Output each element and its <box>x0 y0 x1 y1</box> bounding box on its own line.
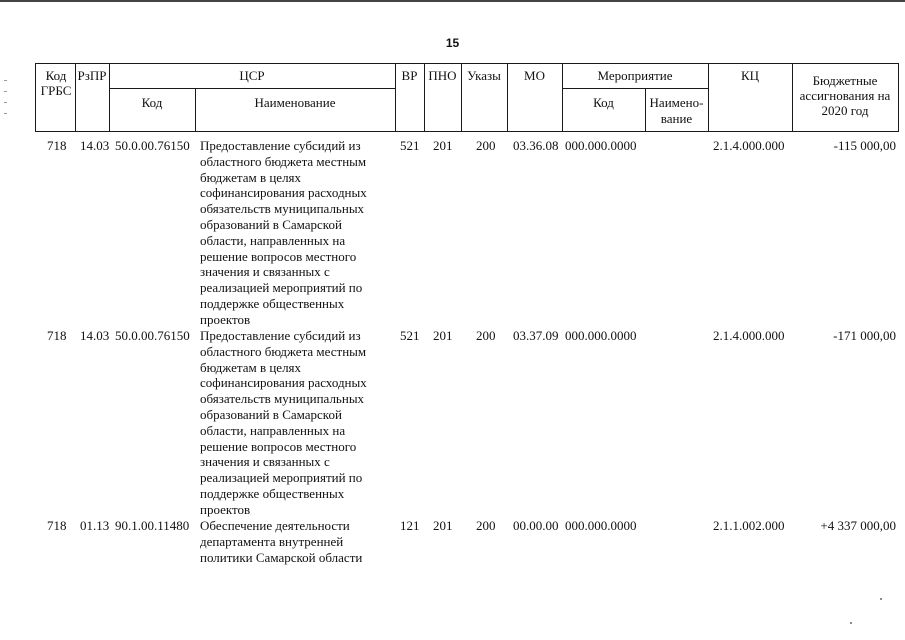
cell-amount: -171 000,00 <box>833 328 896 343</box>
cell-name: Обеспечение деятельности департамента внутренней политики Самарской области <box>200 518 363 565</box>
top-border <box>0 0 905 2</box>
cell-name: Предоставление субсидий из областного бюджета местным бюджетам в целях софинансирования расходных обязательств муниципальных образований в Самарской области, направленных на решение вопросов местного значения и связанных с реализацией мероприятий по поддержке общественных проектов <box>200 328 367 517</box>
cell-mo: 00.00.00 <box>513 518 559 533</box>
header-mo: МО <box>524 68 545 83</box>
cell-pno: 201 <box>433 328 453 343</box>
header-budget-3: 2020 год <box>821 103 869 118</box>
header-kc: КЦ <box>740 68 760 83</box>
cell-csr: 50.0.00.76150 <box>115 138 190 153</box>
header-budget-2: ассигнования на <box>799 88 891 103</box>
cell-vr: 521 <box>400 138 420 153</box>
cell-vr: 121 <box>400 518 420 533</box>
margin-marks <box>4 80 10 140</box>
cell-rzpr: 01.13 <box>80 518 110 533</box>
scan-speck <box>880 598 882 600</box>
cell-rzpr: 14.03 <box>80 138 110 153</box>
cell-mer-kod: 000.000.0000 <box>565 138 637 153</box>
header-pno: ПНО <box>428 68 457 83</box>
cell-kc: 2.1.1.002.000 <box>713 518 785 533</box>
header-meropriyatie: Мероприятие <box>597 68 673 83</box>
cell-csr: 50.0.00.76150 <box>115 328 190 343</box>
page-number: 15 <box>445 36 460 50</box>
cell-rzpr: 14.03 <box>80 328 110 343</box>
header-csr-kod: Код <box>141 95 163 110</box>
cell-vr: 521 <box>400 328 420 343</box>
cell-amount: +4 337 000,00 <box>820 518 896 533</box>
header-vr: ВР <box>401 68 418 83</box>
cell-mo: 03.37.09 <box>513 328 559 343</box>
cell-kc: 2.1.4.000.000 <box>713 138 785 153</box>
cell-mo: 03.36.08 <box>513 138 559 153</box>
header-csr-name: Наименование <box>254 95 336 110</box>
header-budget-1: Бюджетные <box>812 73 878 88</box>
header-mer-name-1: Наимено- <box>649 95 704 110</box>
cell-name: Предоставление субсидий из областного бюджета местным бюджетам в целях софинансирования расходных обязательств муниципальных образований в Самарской области, направленных на решение вопросов местного значения и связанных с реализацией мероприятий по поддержке общественных проектов <box>200 138 367 327</box>
scan-speck <box>850 622 852 624</box>
cell-mer-kod: 000.000.0000 <box>565 518 637 533</box>
cell-grbs: 718 <box>47 328 67 343</box>
cell-mer-kod: 000.000.0000 <box>565 328 637 343</box>
cell-pno: 201 <box>433 518 453 533</box>
cell-kc: 2.1.4.000.000 <box>713 328 785 343</box>
cell-ukazy: 200 <box>476 328 496 343</box>
header-mer-kod: Код <box>593 95 614 110</box>
header-csr: ЦСР <box>239 68 265 83</box>
cell-ukazy: 200 <box>476 518 496 533</box>
header-kod-grbs: Код ГРБС <box>40 68 72 98</box>
cell-grbs: 718 <box>47 138 67 153</box>
cell-ukazy: 200 <box>476 138 496 153</box>
table-header <box>35 63 899 132</box>
header-mer-name-2: вание <box>660 111 693 126</box>
cell-grbs: 718 <box>47 518 67 533</box>
cell-csr: 90.1.00.11480 <box>115 518 190 533</box>
cell-amount: -115 000,00 <box>833 138 896 153</box>
header-rzpr: РзПР <box>77 68 107 83</box>
header-ukazy: Указы <box>467 68 501 83</box>
cell-pno: 201 <box>433 138 453 153</box>
